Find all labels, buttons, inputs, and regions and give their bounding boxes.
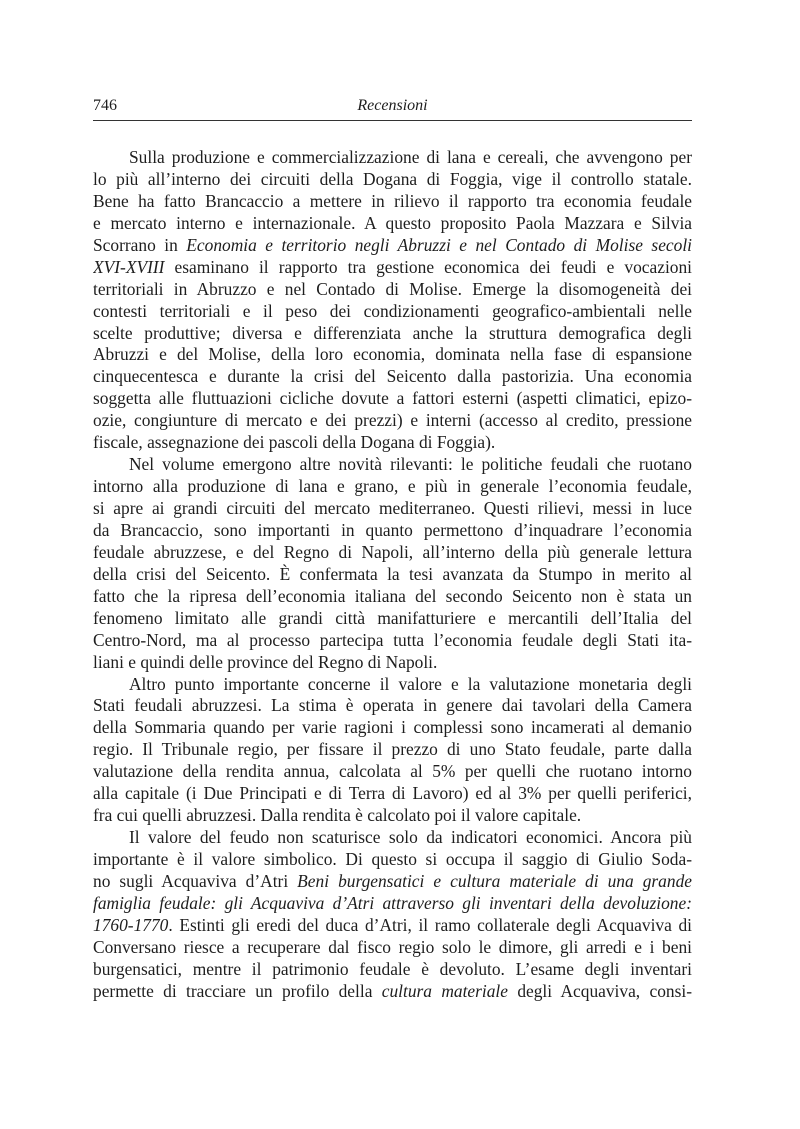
page-header — [93, 96, 692, 121]
text-run: territoriali in Abruzzo e nel Contado di Molise. Emerge la disomogeneità dei — [93, 278, 692, 299]
text-line — [93, 520, 692, 542]
italic-title-text: XVI-XVIII — [93, 256, 165, 277]
text-line — [93, 893, 692, 915]
text-line — [93, 586, 692, 608]
text-run: esaminano il rapporto tra gestione economica dei feudi e vocazioni — [164, 256, 692, 277]
text-line — [93, 301, 692, 323]
paragraph — [93, 454, 692, 673]
text-run: burgensatici, mentre il patrimonio feudale è devoluto. L’esame degli inventari — [93, 958, 692, 979]
text-run: Centro-Nord, ma al processo partecipa tutta l’economia feudale degli Stati ita- — [93, 629, 692, 650]
text-line — [93, 849, 692, 871]
text-line — [93, 959, 692, 981]
running-head: Recensioni — [357, 97, 428, 114]
paragraph — [93, 147, 692, 454]
text-line — [93, 739, 692, 761]
text-run: fatto che la ripresa dell’economia italiana del secondo Seicento non è stata un — [93, 585, 692, 606]
text-run: Altro punto importante concerne il valore e la valutazione monetaria degli — [129, 673, 692, 694]
text-line — [93, 498, 692, 520]
text-run: fenomeno limitato alle grandi città manifatturiere e mercantili dell’Italia del — [93, 607, 692, 628]
text-line — [93, 695, 692, 717]
text-run: Stati feudali abruzzesi. La stima è operata in genere dai tavolari della Camera — [93, 695, 692, 716]
text-run: importante è il valore simbolico. Di questo si occupa il saggio di Giulio Soda- — [93, 849, 692, 869]
text-run: ozie, congiunture di mercato e dei prezzi) e interni (accesso al credito, pressione — [93, 410, 692, 431]
text-line — [93, 783, 692, 805]
text-run: contesti territoriali e il peso dei condizionamenti geografico-ambientali nelle — [93, 300, 692, 321]
text-line — [93, 630, 692, 652]
text-run: permette di tracciare un profilo della — [93, 980, 382, 1001]
text-run: feudale abruzzese, e del Regno di Napoli, all’interno della più generale lettura — [93, 541, 692, 562]
text-run: da Brancaccio, sono importanti in quanto permettono d’inquadrare l’economia — [93, 519, 692, 540]
text-run: Conversano riesce a recuperare dal fisco regio solo le dimore, gli arredi e i beni — [93, 936, 692, 957]
text-run: Scorrano in — [93, 234, 187, 255]
text-run: scelte produttive; diversa e differenziata anche la struttura demografica degli — [93, 322, 692, 343]
text-line — [93, 257, 692, 279]
text-run: Bene ha fatto Brancaccio a mettere in rilievo il rapporto tra economia feudale — [93, 190, 692, 211]
text-line — [93, 344, 692, 366]
text-line — [93, 915, 692, 937]
text-line — [93, 564, 692, 586]
text-line — [93, 366, 692, 388]
italic-title-text: Beni burgensatici e cultura materiale di una grande — [297, 870, 692, 891]
text-line — [93, 937, 692, 959]
page-number: 746 — [93, 97, 117, 114]
text-run: lo più all’interno dei circuiti della Dogana di Foggia, vige il controllo statale. — [93, 168, 692, 189]
text-line — [93, 871, 692, 893]
text-run: no sugli Acquaviva d’Atri — [93, 870, 298, 891]
text-run: degli Acquaviva, consi- — [507, 980, 692, 1001]
text-run: liani e quindi delle province del Regno di Napoli. — [93, 651, 438, 672]
italic-title-text: cultura materiale — [381, 980, 508, 1001]
text-run: della crisi del Seicento. È confermata la tesi avanzata da Stumpo in merito al — [93, 563, 692, 584]
text-line — [93, 761, 692, 783]
text-line — [93, 717, 692, 739]
text-run: Nel volume emergono altre novità rilevanti: le politiche feudali che ruotano — [129, 454, 692, 475]
text-line — [93, 454, 692, 476]
text-line — [93, 652, 692, 674]
text-line — [93, 169, 692, 191]
italic-title-text: 1760-1770 — [93, 914, 169, 935]
text-line — [93, 323, 692, 345]
text-run: Sulla produzione e commercializzazione di lana e cereali, che avvengono per — [129, 147, 692, 167]
text-run: Abruzzi e del Molise, della loro economia, dominata nella fase di espansione — [93, 344, 692, 365]
text-line — [93, 191, 692, 213]
text-line — [93, 542, 692, 564]
text-line — [93, 432, 692, 454]
text-line — [93, 147, 692, 169]
text-run: fiscale, assegnazione dei pascoli della Dogana di Foggia). — [93, 432, 496, 453]
text-run: e mercato interno e internazionale. A questo proposito Paola Mazzara e Silvia — [93, 212, 692, 233]
text-run: fra cui quelli abruzzesi. Dalla rendita è calcolato poi il valore capitale. — [93, 805, 582, 826]
text-line — [93, 476, 692, 498]
text-line — [93, 410, 692, 432]
text-run: alla capitale (i Due Principati e di Terra di Lavoro) ed al 3% per quelli periferici, — [93, 783, 692, 804]
italic-title-text: famiglia feudale: gli Acquaviva d’Atri attraverso gli inventari della devoluzione: — [93, 892, 692, 913]
text-line — [93, 279, 692, 301]
italic-title-text: Economia e territorio negli Abruzzi e nel Contado di Molise secoli — [186, 234, 692, 255]
text-run: Il valore del feudo non scaturisce solo da indicatori economici. Ancora più — [129, 827, 692, 848]
text-line — [93, 608, 692, 630]
text-run: valutazione della rendita annua, calcolata al 5% per quelli che ruotano intorno — [93, 761, 692, 782]
text-line — [93, 805, 692, 827]
review-body-text — [93, 147, 692, 1003]
text-line — [93, 981, 692, 1003]
paragraph — [93, 674, 692, 828]
text-line — [93, 827, 692, 849]
text-run: cinquecentesca e durante la crisi del Seicento dalla pastorizia. Una economia — [93, 366, 692, 387]
text-run: regio. Il Tribunale regio, per fissare il prezzo di uno Stato feudale, parte dalla — [93, 739, 692, 760]
text-run: si apre ai grandi circuiti del mercato mediterraneo. Questi rilievi, messi in luce — [93, 498, 692, 518]
text-run: . Estinti gli eredi del duca d’Atri, il ramo collaterale degli Acquaviva di — [168, 914, 692, 935]
text-run: soggetta alle fluttuazioni cicliche dovute a fattori esterni (aspetti climatici, epizo- — [93, 388, 692, 409]
text-line — [93, 213, 692, 235]
text-line — [93, 388, 692, 410]
text-run: intorno alla produzione di lana e grano, e più in generale l’economia feudale, — [93, 476, 692, 497]
text-line — [93, 674, 692, 696]
paragraph — [93, 827, 692, 1003]
text-line — [93, 235, 692, 257]
text-run: della Sommaria quando per varie ragioni i complessi sono incamerati al demanio — [93, 717, 692, 738]
